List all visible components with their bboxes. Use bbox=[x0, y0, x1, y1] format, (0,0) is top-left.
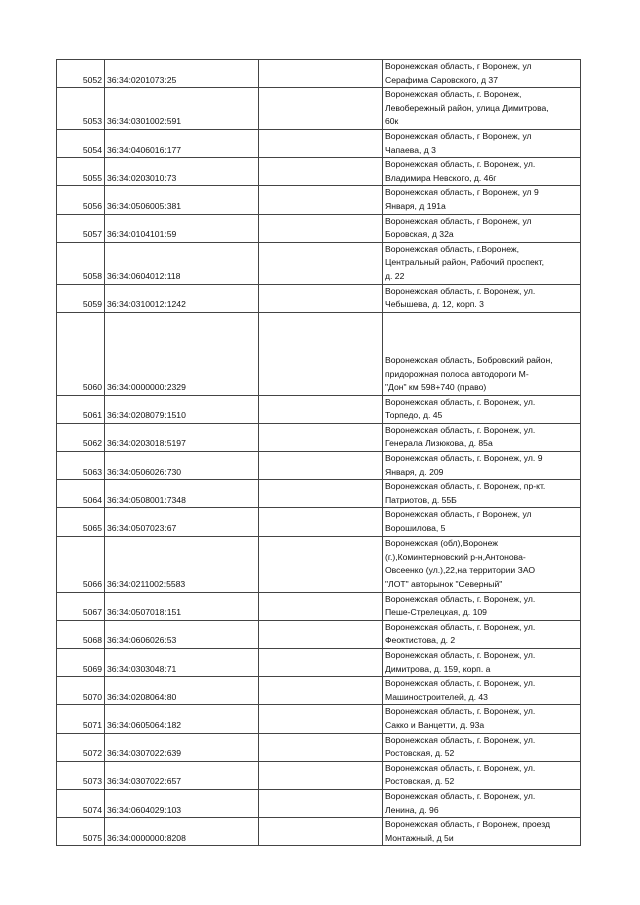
empty-cell bbox=[259, 649, 383, 677]
row-number: 5060 bbox=[57, 312, 105, 395]
row-number: 5074 bbox=[57, 789, 105, 817]
address-cell: Воронежская область, г Воронеж, ул Серафима Саровского, д 37 bbox=[383, 60, 581, 88]
cadastral-number: 36:34:0604029:103 bbox=[105, 789, 259, 817]
row-number: 5062 bbox=[57, 423, 105, 451]
table-body bbox=[57, 60, 581, 846]
cadastral-table bbox=[56, 59, 581, 846]
table-row bbox=[57, 818, 581, 846]
row-number: 5073 bbox=[57, 761, 105, 789]
cadastral-number: 36:34:0203018:5197 bbox=[105, 423, 259, 451]
row-number: 5057 bbox=[57, 214, 105, 242]
empty-cell bbox=[259, 592, 383, 620]
address-cell: Воронежская область, г. Воронеж, ул. Владимира Невского, д. 46г bbox=[383, 158, 581, 186]
table-row bbox=[57, 186, 581, 214]
address-cell: Воронежская (обл),Воронеж (г.),Коминтерновский р-н,Антонова- Овсеенко (ул.),22,на территории ЗАО "ЛОТ" авторынок "Северный" bbox=[383, 536, 581, 592]
empty-cell bbox=[259, 129, 383, 157]
row-number: 5053 bbox=[57, 88, 105, 130]
address-cell: Воронежская область, г. Воронеж, ул. Димитрова, д. 159, корп. а bbox=[383, 649, 581, 677]
cadastral-number: 36:34:0307022:657 bbox=[105, 761, 259, 789]
table-row bbox=[57, 677, 581, 705]
empty-cell bbox=[259, 452, 383, 480]
table-row bbox=[57, 242, 581, 284]
cadastral-number: 36:34:0307022:639 bbox=[105, 733, 259, 761]
empty-cell bbox=[259, 480, 383, 508]
address-cell: Воронежская область, г. Воронеж, ул. Ростовская, д. 52 bbox=[383, 733, 581, 761]
cadastral-number: 36:34:0303048:71 bbox=[105, 649, 259, 677]
row-number: 5054 bbox=[57, 129, 105, 157]
row-number: 5059 bbox=[57, 284, 105, 312]
table-row bbox=[57, 88, 581, 130]
cadastral-number: 36:34:0605064:182 bbox=[105, 705, 259, 733]
empty-cell bbox=[259, 733, 383, 761]
row-number: 5071 bbox=[57, 705, 105, 733]
empty-cell bbox=[259, 789, 383, 817]
address-cell: Воронежская область, г. Воронеж, ул. Торпедо, д. 45 bbox=[383, 395, 581, 423]
address-cell: Воронежская область, г Воронеж, проезд Монтажный, д 5и bbox=[383, 818, 581, 846]
cadastral-number: 36:34:0104101:59 bbox=[105, 214, 259, 242]
row-number: 5067 bbox=[57, 592, 105, 620]
table-row bbox=[57, 761, 581, 789]
address-cell: Воронежская область, Бобровский район, придорожная полоса автодороги М- "Дон" км 598+740 (право) bbox=[383, 312, 581, 395]
cadastral-number: 36:34:0208064:80 bbox=[105, 677, 259, 705]
address-cell: Воронежская область, г Воронеж, ул Чапаева, д 3 bbox=[383, 129, 581, 157]
cadastral-number: 36:34:0606026:53 bbox=[105, 620, 259, 648]
cadastral-number: 36:34:0000000:8208 bbox=[105, 818, 259, 846]
address-cell: Воронежская область, г. Воронеж, ул. Ленина, д. 96 bbox=[383, 789, 581, 817]
row-number: 5072 bbox=[57, 733, 105, 761]
empty-cell bbox=[259, 88, 383, 130]
table-row bbox=[57, 395, 581, 423]
empty-cell bbox=[259, 423, 383, 451]
empty-cell bbox=[259, 284, 383, 312]
cadastral-number: 36:34:0211002:5583 bbox=[105, 536, 259, 592]
table-row bbox=[57, 214, 581, 242]
address-cell: Воронежская область, г. Воронеж, ул. Машиностроителей, д. 43 bbox=[383, 677, 581, 705]
empty-cell bbox=[259, 818, 383, 846]
cadastral-number: 36:34:0406016:177 bbox=[105, 129, 259, 157]
row-number: 5070 bbox=[57, 677, 105, 705]
address-cell: Воронежская область, г. Воронеж, Левобережный район, улица Димитрова, 60к bbox=[383, 88, 581, 130]
address-cell: Воронежская область, г. Воронеж, ул. Феоктистова, д. 2 bbox=[383, 620, 581, 648]
table-row bbox=[57, 284, 581, 312]
empty-cell bbox=[259, 395, 383, 423]
address-cell: Воронежская область, г. Воронеж, ул. Генерала Лизюкова, д. 85а bbox=[383, 423, 581, 451]
table-row bbox=[57, 158, 581, 186]
row-number: 5068 bbox=[57, 620, 105, 648]
empty-cell bbox=[259, 536, 383, 592]
empty-cell bbox=[259, 242, 383, 284]
cadastral-number: 36:34:0508001:7348 bbox=[105, 480, 259, 508]
empty-cell bbox=[259, 761, 383, 789]
row-number: 5056 bbox=[57, 186, 105, 214]
table-row bbox=[57, 536, 581, 592]
address-cell: Воронежская область, г. Воронеж, ул. Чебышева, д. 12, корп. 3 bbox=[383, 284, 581, 312]
table-row bbox=[57, 649, 581, 677]
empty-cell bbox=[259, 508, 383, 536]
table-row bbox=[57, 705, 581, 733]
table-row bbox=[57, 312, 581, 395]
empty-cell bbox=[259, 60, 383, 88]
row-number: 5065 bbox=[57, 508, 105, 536]
empty-cell bbox=[259, 620, 383, 648]
table-row bbox=[57, 592, 581, 620]
row-number: 5052 bbox=[57, 60, 105, 88]
cadastral-number: 36:34:0000000:2329 bbox=[105, 312, 259, 395]
address-cell: Воронежская область, г. Воронеж, ул. Ростовская, д. 52 bbox=[383, 761, 581, 789]
empty-cell bbox=[259, 214, 383, 242]
table-row bbox=[57, 480, 581, 508]
row-number: 5069 bbox=[57, 649, 105, 677]
table-row bbox=[57, 452, 581, 480]
table-row bbox=[57, 129, 581, 157]
row-number: 5063 bbox=[57, 452, 105, 480]
table-row bbox=[57, 60, 581, 88]
table-row bbox=[57, 789, 581, 817]
cadastral-number: 36:34:0201073:25 bbox=[105, 60, 259, 88]
cadastral-number: 36:34:0301002:591 bbox=[105, 88, 259, 130]
cadastral-number: 36:34:0506026:730 bbox=[105, 452, 259, 480]
address-cell: Воронежская область, г Воронеж, ул 9 Января, д 191а bbox=[383, 186, 581, 214]
row-number: 5055 bbox=[57, 158, 105, 186]
cadastral-number: 36:34:0208079:1510 bbox=[105, 395, 259, 423]
cadastral-number: 36:34:0604012:118 bbox=[105, 242, 259, 284]
cadastral-number: 36:34:0506005:381 bbox=[105, 186, 259, 214]
empty-cell bbox=[259, 677, 383, 705]
address-cell: Воронежская область, г Воронеж, ул Ворошилова, 5 bbox=[383, 508, 581, 536]
table-row bbox=[57, 508, 581, 536]
address-cell: Воронежская область, г. Воронеж, пр-кт. Патриотов, д. 55Б bbox=[383, 480, 581, 508]
table-row bbox=[57, 620, 581, 648]
row-number: 5064 bbox=[57, 480, 105, 508]
table-row bbox=[57, 733, 581, 761]
table-row bbox=[57, 423, 581, 451]
cadastral-number: 36:34:0203010:73 bbox=[105, 158, 259, 186]
cadastral-number: 36:34:0310012:1242 bbox=[105, 284, 259, 312]
address-cell: Воронежская область, г. Воронеж, ул. Пеше-Стрелецкая, д. 109 bbox=[383, 592, 581, 620]
address-cell: Воронежская область, г Воронеж, ул Боровская, д 32а bbox=[383, 214, 581, 242]
empty-cell bbox=[259, 186, 383, 214]
address-cell: Воронежская область, г. Воронеж, ул. 9 Января, д. 209 bbox=[383, 452, 581, 480]
cadastral-number: 36:34:0507023:67 bbox=[105, 508, 259, 536]
address-cell: Воронежская область, г.Воронеж, Центральный район, Рабочий проспект, д. 22 bbox=[383, 242, 581, 284]
row-number: 5066 bbox=[57, 536, 105, 592]
empty-cell bbox=[259, 705, 383, 733]
empty-cell bbox=[259, 312, 383, 395]
address-cell: Воронежская область, г. Воронеж, ул. Сакко и Ванцетти, д. 93а bbox=[383, 705, 581, 733]
empty-cell bbox=[259, 158, 383, 186]
row-number: 5075 bbox=[57, 818, 105, 846]
row-number: 5061 bbox=[57, 395, 105, 423]
cadastral-number: 36:34:0507018:151 bbox=[105, 592, 259, 620]
row-number: 5058 bbox=[57, 242, 105, 284]
